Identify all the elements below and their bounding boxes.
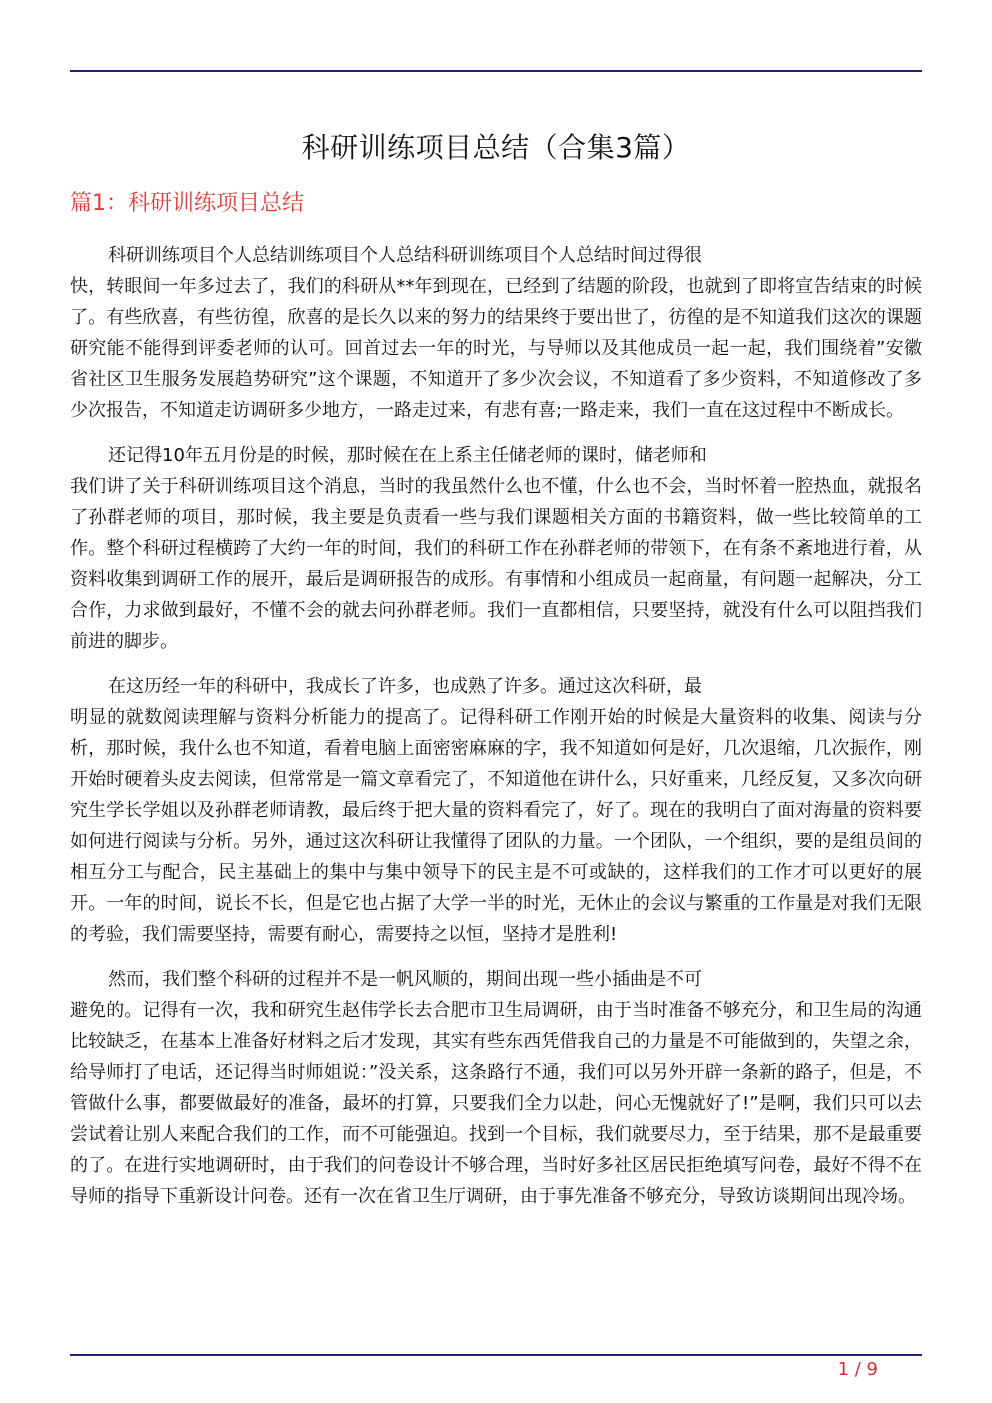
document-title: 科研训练项目总结（合集3篇） [301, 131, 691, 164]
header-rule [70, 70, 922, 72]
paragraph-text: 快，转眼间一年多过去了，我们的科研从**年到现在，已经到了结题的阶段，也就到了即将宣告结束的时候了。有些欣喜，有些彷徨，欣喜的是长久以来的努力的结果终于要出世了，彷徨的是不知道我们这次的课题研究能不能得到评委老师的认可。回首过去一年的时光，与导师以及其他成员一起一起，我们围绕着”安徽省社区卫生服务发展趋势研究”这个课题，不知道开了多少次会议，不知道看了多少资料，不知道修改了多少次报告，不知道走访调研多少地方，一路走过来，有悲有喜;一路走来，我们一直在这过程中不断成长。 [70, 276, 922, 421]
paragraph-first-line: 还记得10年五月份是的时候，那时候在在上系主任储老师的课时，储老师和 [108, 445, 707, 466]
paragraph-text: 避免的。记得有一次，我和研究生赵伟学长去合肥市卫生局调研，由于当时准备不够充分，和卫生局的沟通比较缺乏，在基本上准备好材料之后才发现，其实有些东西凭借我自己的力量是不可能做到的，失望之余，给导师打了电话，还记得当时师姐说：”没关系，这条路行不通，我们可以另外开辟一条新的路子，但是，不管做什么事，都要做最好的准备，最坏的打算，只要我们全力以赴，问心无愧就好了!”是啊，我们只可以去尝试着让别人来配合我们的工作，而不可能强迫。找到一个目标，我们就要尽力，至于结果，那不是最重要的了。在进行实地调研时，由于我们的问卷设计不够合理，当时好多社区居民拒绝填写问卷，最好不得不在导师的指导下重新设计问卷。还有一次在省卫生厅调研，由于事先准备不够充分，导致访谈期间出现冷场。 [70, 1000, 922, 1207]
page-number: 1 / 9 [837, 1359, 878, 1380]
paragraph-text: 明显的就数阅读理解与资料分析能力的提高了。记得科研工作刚开始的时候是大量资料的收集、阅读与分析，那时候，我什么也不知道，看着电脑上面密密麻麻的字，我不知道如何是好，几次退缩，几次振作，刚开始时硬着头皮去阅读，但常常是一篇文章看完了，不知道他在讲什么，只好重来，几经反复，又多次向研究生学长学姐以及孙群老师请教，最后终于把大量的资料看完了，好了。现在的我明白了面对海量的资料要如何进行阅读与分析。另外，通过这次科研让我懂得了团队的力量。一个团队，一个组织，要的是组员间的相互分工与配合，民主基础上的集中与集中领导下的民主是不可或缺的，这样我们的工作才可以更好的展开。一年的时间，说长不长，但是它也占据了大学一半的时光，无休止的会议与繁重的工作量是对我们无限的考验，我们需要坚持，需要有耐心，需要持之以恒，坚持才是胜利! [70, 707, 922, 945]
document-body [70, 240, 922, 1226]
paragraph-first-line: 科研训练项目个人总结训练项目个人总结科研训练项目个人总结时间过得很 [108, 245, 702, 266]
paragraph-1 [70, 240, 922, 426]
paragraph-2 [70, 440, 922, 657]
paragraph-first-line: 在这历经一年的科研中，我成长了许多，也成熟了许多。通过这次科研，最 [108, 676, 702, 697]
paragraph-text: 我们讲了关于科研训练项目这个消息，当时的我虽然什么也不懂，什么也不会，当时怀着一腔热血，就报名了孙群老师的项目，那时候，我主要是负责看一些与我们课题相关方面的书籍资料，做一些比较简单的工作。整个科研过程横跨了大约一年的时间，我们的科研工作在孙群老师的带领下，在有条不紊地进行着，从资料收集到调研工作的展开，最后是调研报告的成形。有事情和小组成员一起商量，有问题一起解决，分工合作，力求做到最好，不懂不会的就去问孙群老师。我们一直都相信，只要坚持，就没有什么可以阻挡我们前进的脚步。 [70, 476, 922, 652]
paragraph-4 [70, 964, 922, 1212]
section-heading: 篇1：科研训练项目总结 [70, 191, 304, 216]
paragraph-first-line: 然而，我们整个科研的过程并不是一帆风顺的，期间出现一些小插曲是不可 [108, 969, 702, 990]
footer-rule [70, 1354, 922, 1356]
paragraph-3 [70, 671, 922, 950]
